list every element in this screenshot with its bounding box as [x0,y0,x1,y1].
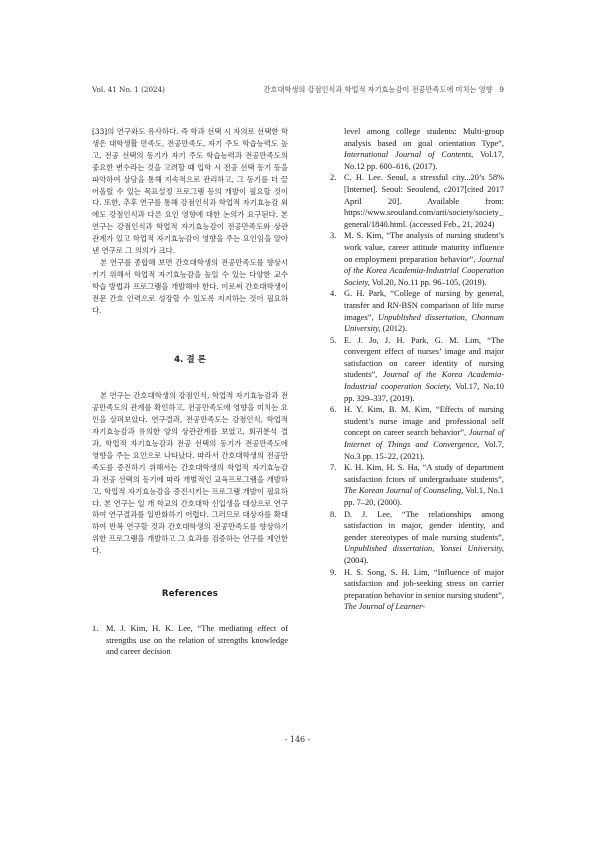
reference-item [92,623,288,658]
conclusion-paragraph: 본 연구는 간호대학생의 강점인식, 학업적 자기효능감과 전공만족도의 관계를 확인하고, 전공만족도에 영향을 미치는 요인을 살펴보았다. 연구결과, 전공만족도는 강점인식, 학업적 자기효능감과 유의한 양의 상관관계를 보였고, 회귀분석 결과, 학업적 자기효능감과 전공 선택의 동기가 전공만족도에 영향을 주는 요인으로 나타났다. 따라서 간호대학생의 전공만족도를 증진하기 위해서는 간호대학생의 학업적 자기효능감과 전공 선택의 동기에 따라 개별적인 교육프로그램을 개발하고, 학업적 자기효능감을 증진시키는 프로그램 개발이 필요하다. 본 연구는 일 개 학교의 간호대학 신입생을 대상으로 연구하여 연구결과를 일반화하기 어렵다. 그러므로 대상자를 확대하여 반복 연구할 것과 간호대학생의 전공만족도를 향상하기 위한 프로그램을 개발하고 그 효과를 검증하는 연구를 제언한다. [92,391,288,556]
reference-item [330,404,504,462]
header-page-number: 9 [499,85,504,94]
references-heading: References [161,589,219,600]
reference-text: D. J. Lee, “The relationships among satisfaction in major, gender identity, and gender stereotypes of male nursing students”, [344,509,504,542]
discussion-paragraph: [33]의 연구와도 유사하다. 즉 학과 선택 시 자의로 선택한 학생은 대학생활 만족도, 전공만족도, 자기 주도 학습능력도 높고, 전공 선택의 동기가 자기 주도 학습능력과 전공만족도의 중요한 변수라는 것을 고려할 때 입학 시 전공 선택 동기 등을 파악하여 상담을 통해 지속적으로 관리하고, 그 동기를 더 끌어올릴 수 있는 목표설정 프로그램 등의 개발이 필요할 것이다. 또한, 추후 연구를 통해 강점인식과 학업적 자기효능감 외에도 강점인식과 다른 요인 영향에 대한 논의가 요구된다. 본 연구는 강점인식과 학업적 자기효능감이 전공만족도와 상관관계가 있고 학업적 자기효능감이 영향을 주는 요인임을 알아낸 연구로 그 의의가 크다. [92,127,288,256]
reference-number: 3. [330,231,337,241]
reference-tail: Vol.17, No.12 pp. 600–616, (2017). [344,150,504,171]
reference-number: 2. [330,173,337,183]
reference-item [330,172,504,230]
journal-volume: Vol. 41 No. 1 (2024) [92,85,165,94]
reference-item [330,509,504,567]
reference-tail: Vol.17, No.10 pp. 329–337, (2019). [344,382,504,403]
reference-journal: International Journal of Contents, [344,150,474,160]
reference-text: H. Y. Kim, B. M. Kim, “Effects of nursing student’s nurse image and professional self concept on career search behavior”, [344,405,504,438]
reference-tail: Vol.7, No.3 pp. 15–22, (2021). [344,440,504,461]
running-title: 간호대학생의 강점인식과 학업적 자기효능감이 전공만족도에 미치는 영향 [263,85,493,94]
reference-item [330,335,504,405]
reference-journal: Journal of the Korea Academia-Industrial Cooperation Society, [344,254,504,287]
reference-text: M. S. Kim, “The analysis of nursing student’s work value, career attitude maturity influence on employment preparation behavior”, [344,231,504,264]
header-right [264,84,504,96]
page-footer: - 146 - [284,735,311,744]
reference-journal: Unpublished dissertation, Yonsei University, [344,544,504,554]
reference-journal: The Korean Journal of Counseling, [344,486,464,496]
reference-text: E. J. Jo, J. H. Park, G. M. Lim, “The convergent effect of nurses’ image and major satisfaction on career identity of nursing students”, [344,335,504,380]
reference-number: 5. [330,335,337,345]
reference-item [330,567,504,613]
reference-journal: Journal of Internet of Things and Convergence, [344,428,504,450]
reference-text: H. S. Song, S. H. Lim, “Influence of major satisfaction and job-seeking stress on carrier preparation behavior in senior nursing student”, [344,567,505,600]
reference-number: 9. [330,567,337,577]
left-column [92,126,288,658]
reference-tail: Vol.20, No.11 pp. 96–105, (2019). [369,277,487,287]
reference-text-continued: level among college students: Multi-group analysis based on goal orientation Type”, [344,127,504,148]
reference-number: 6. [330,405,337,415]
reference-number: 8. [330,509,337,519]
reference-tail: (2012). [380,324,408,334]
reference-number: 7. [330,463,337,473]
reference-number: 1. [92,624,99,633]
reference-text: K. H. Kim, H. S. Ha, “A study of department satisfaction fctors of undergraduate students”, [344,463,504,484]
reference-journal: Unpublished dissertation, Chonnam University, [344,312,504,334]
reference-text: C. H. Lee. Seoul, a stressful city...20’s 58%[Internet]. Seoul: Seoulend, c2017[cited 2017 April 20]. Available from: https://www.seouland.com/arti/society/society_general/1840.html. (accessed Feb., 21, 2024) [344,173,504,229]
reference-journal: The Journal of Learner- [344,602,426,612]
reference-tail: Vol.1, No.1 pp. 7–20, (2000). [344,486,504,507]
reference-list-right [330,126,504,613]
reference-item [330,462,504,508]
reference-text: G. H. Park, “College of nursing by general, transfer and RN-BSN comparison of life nurse images”, [344,289,504,322]
reference-item [330,288,504,334]
running-header [92,84,504,96]
right-column [330,126,504,613]
reference-text: M. J. Kim, H. K. Lee, “The mediating effect of strengths use on the relation of strengths knowledge and career decision [106,624,288,657]
reference-item [330,230,504,288]
reference-number: 4. [330,289,337,299]
reference-journal: Journal of the Korea Academia-Industrial cooperation Society, [344,370,504,392]
discussion-paragraph: 본 연구를 종합해 보면 간호대학생의 전공만족도를 향상시키기 위해서 학업적 자기효능감을 높일 수 있는 다양한 교수학습 방법과 프로그램을 개발해야 한다. 이로써 간호대학생이 전문 간호 인력으로 성장할 수 있도록 지지하는 것이 필요하다. [92,257,288,315]
reference-item-continued [330,126,504,172]
reference-list-left [92,623,288,658]
reference-tail: (2004). [344,555,369,565]
conclusion-heading: 4. 결 론 [174,354,206,365]
